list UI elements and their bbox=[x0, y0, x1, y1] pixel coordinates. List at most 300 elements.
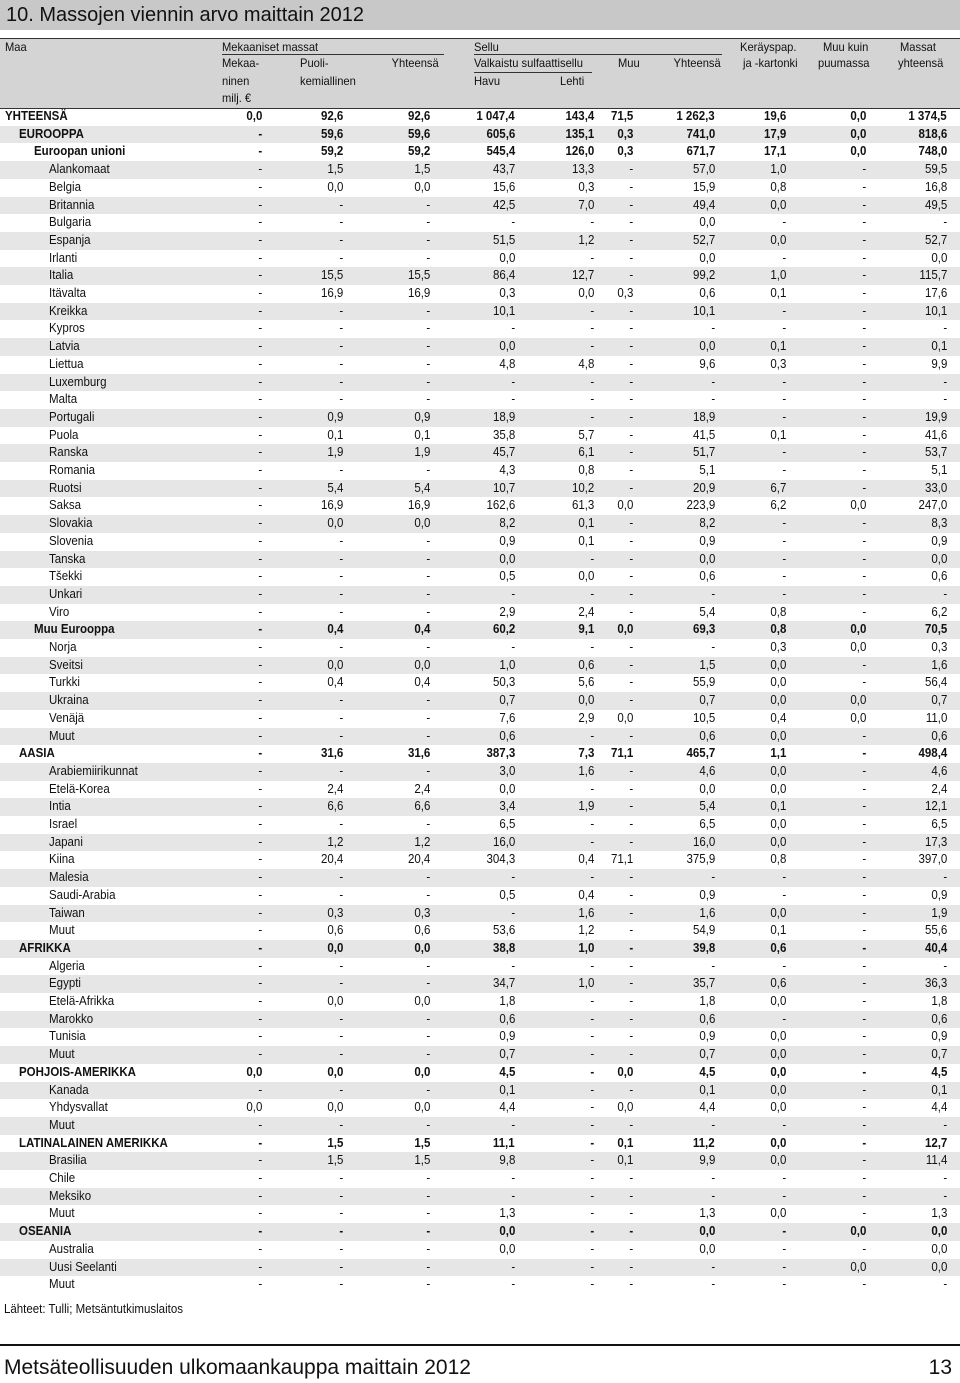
row-label: Liettua bbox=[49, 356, 84, 371]
cell-value: - bbox=[258, 1029, 262, 1044]
table-row bbox=[0, 480, 960, 498]
cell-value: 0,1 bbox=[499, 1082, 515, 1097]
cell-value: 7,6 bbox=[499, 710, 515, 725]
cell-value: 0,1 bbox=[770, 339, 786, 354]
row-label: Etelä-Afrikka bbox=[49, 994, 115, 1008]
table-row bbox=[0, 551, 960, 569]
cell-value: - bbox=[258, 498, 262, 513]
row-label: Belgia bbox=[49, 179, 81, 194]
table-row bbox=[0, 1188, 960, 1206]
cell-value: - bbox=[339, 1206, 343, 1221]
table-row bbox=[0, 710, 960, 728]
cell-value: 1 374,5 bbox=[908, 109, 947, 123]
cell-value: - bbox=[426, 1011, 430, 1026]
cell-value: 0,4 bbox=[578, 887, 594, 902]
cell-value: - bbox=[782, 551, 786, 566]
cell-value: 0,0 bbox=[617, 710, 633, 725]
cell-value: 223,9 bbox=[686, 498, 715, 513]
row-label: Irlanti bbox=[49, 250, 78, 265]
row-label: Etelä-Korea bbox=[49, 781, 110, 796]
cell-value: - bbox=[629, 693, 633, 708]
cell-value: - bbox=[258, 463, 262, 477]
cell-value: 0,6 bbox=[699, 1011, 715, 1026]
cell-value: 375,9 bbox=[686, 852, 715, 867]
cell-value: - bbox=[943, 870, 947, 885]
header-muu-kuin-2: puumassa bbox=[818, 56, 870, 70]
cell-value: - bbox=[629, 1241, 633, 1256]
cell-value: - bbox=[862, 339, 866, 354]
cell-value: - bbox=[426, 710, 430, 725]
header-rule-sellu bbox=[474, 54, 722, 55]
cell-value: 498,4 bbox=[918, 746, 947, 761]
cell-value: - bbox=[862, 1277, 866, 1292]
cell-value: - bbox=[339, 870, 343, 885]
table-row bbox=[0, 639, 960, 657]
cell-value: - bbox=[711, 392, 715, 407]
table-row bbox=[0, 303, 960, 321]
cell-value: 0,0 bbox=[850, 498, 866, 513]
footer-rule bbox=[0, 1344, 960, 1346]
cell-value: - bbox=[511, 586, 515, 601]
cell-value: - bbox=[258, 569, 262, 584]
cell-value: 465,7 bbox=[686, 746, 715, 761]
cell-value: 0,9 bbox=[699, 1029, 715, 1044]
cell-value: 0,6 bbox=[499, 728, 515, 743]
cell-value: 0,7 bbox=[931, 693, 947, 708]
cell-value: - bbox=[426, 1188, 430, 1203]
cell-value: - bbox=[782, 586, 786, 601]
cell-value: - bbox=[862, 1135, 866, 1150]
cell-value: 0,0 bbox=[414, 1100, 430, 1115]
table-row bbox=[0, 197, 960, 215]
cell-value: - bbox=[782, 870, 786, 885]
cell-value: - bbox=[426, 1259, 430, 1274]
row-label: Muut bbox=[49, 923, 75, 938]
cell-value: 5,6 bbox=[578, 675, 594, 690]
cell-value: 71,1 bbox=[610, 852, 633, 867]
cell-value: - bbox=[782, 1171, 786, 1185]
cell-value: - bbox=[862, 657, 866, 672]
cell-value: - bbox=[862, 781, 866, 796]
row-label: Luxemburg bbox=[49, 374, 107, 389]
cell-value: 0,1 bbox=[327, 427, 343, 442]
cell-value: - bbox=[862, 445, 866, 460]
cell-value: 40,4 bbox=[924, 940, 947, 955]
cell-value: 0,0 bbox=[770, 1029, 786, 1044]
cell-value: - bbox=[862, 870, 866, 885]
cell-value: 0,6 bbox=[699, 728, 715, 743]
cell-value: - bbox=[339, 1259, 343, 1274]
table-row bbox=[0, 214, 960, 232]
cell-value: 8,2 bbox=[699, 516, 715, 531]
source-note: Lähteet: Tulli; Metsäntutkimuslaitos bbox=[4, 1302, 183, 1316]
table-row bbox=[0, 427, 960, 445]
cell-value: 0,6 bbox=[327, 923, 343, 938]
cell-value: - bbox=[511, 374, 515, 389]
cell-value: 0,9 bbox=[327, 409, 343, 424]
cell-value: - bbox=[511, 640, 515, 654]
table-row bbox=[0, 391, 960, 409]
cell-value: - bbox=[590, 586, 594, 601]
cell-value: - bbox=[339, 551, 343, 566]
cell-value: 0,0 bbox=[578, 569, 594, 584]
cell-value: - bbox=[511, 215, 515, 230]
cell-value: - bbox=[339, 1029, 343, 1044]
cell-value: - bbox=[590, 994, 594, 1008]
cell-value: - bbox=[258, 781, 262, 796]
cell-value: 0,8 bbox=[770, 852, 786, 867]
cell-value: - bbox=[590, 834, 594, 849]
cell-value: - bbox=[862, 392, 866, 407]
header-valkaistu: Valkaistu sulfaattisellu bbox=[474, 56, 583, 70]
cell-value: 0,0 bbox=[699, 1224, 715, 1239]
header-sellu: Sellu bbox=[474, 40, 499, 54]
table-row bbox=[0, 816, 960, 834]
cell-value: 0,9 bbox=[699, 887, 715, 902]
row-label: Egypti bbox=[49, 976, 81, 991]
cell-value: - bbox=[782, 533, 786, 548]
cell-value: - bbox=[258, 250, 262, 265]
cell-value: - bbox=[339, 958, 343, 973]
cell-value: 56,4 bbox=[924, 675, 947, 690]
cell-value: - bbox=[426, 250, 430, 265]
cell-value: - bbox=[711, 1259, 715, 1274]
cell-value: - bbox=[629, 392, 633, 407]
cell-value: 36,3 bbox=[924, 976, 947, 991]
cell-value: 11,1 bbox=[493, 1135, 515, 1150]
row-label: AASIA bbox=[19, 746, 55, 761]
cell-value: 0,0 bbox=[770, 763, 786, 778]
cell-value: - bbox=[862, 1241, 866, 1256]
cell-value: - bbox=[629, 640, 633, 654]
cell-value: - bbox=[862, 303, 866, 318]
table-row bbox=[0, 409, 960, 427]
header-kerayspap-1: Keräyspap. bbox=[740, 40, 797, 54]
row-label: Alankomaat bbox=[49, 162, 110, 177]
cell-value: - bbox=[258, 923, 262, 938]
cell-value: - bbox=[862, 1029, 866, 1044]
cell-value: 35,7 bbox=[692, 976, 715, 991]
cell-value: - bbox=[943, 1117, 947, 1132]
cell-value: 0,0 bbox=[770, 1047, 786, 1062]
cell-value: 247,0 bbox=[918, 498, 947, 513]
cell-value: 1 047,4 bbox=[476, 109, 515, 123]
cell-value: 61,3 bbox=[571, 498, 594, 513]
cell-value: 545,4 bbox=[486, 144, 515, 159]
cell-value: 0,0 bbox=[327, 657, 343, 672]
cell-value: 0,0 bbox=[770, 675, 786, 690]
cell-value: 1,5 bbox=[699, 657, 715, 672]
cell-value: - bbox=[862, 356, 866, 371]
cell-value: 0,3 bbox=[414, 905, 430, 920]
table-row bbox=[0, 1099, 960, 1117]
cell-value: - bbox=[339, 1047, 343, 1062]
cell-value: 51,5 bbox=[492, 232, 515, 247]
cell-value: - bbox=[339, 586, 343, 601]
row-label: Muu Eurooppa bbox=[34, 622, 115, 637]
cell-value: 0,0 bbox=[850, 693, 866, 708]
cell-value: 7,0 bbox=[578, 197, 594, 212]
row-label: Venäjä bbox=[49, 710, 85, 725]
cell-value: 5,1 bbox=[699, 463, 715, 477]
cell-value: 1 262,3 bbox=[676, 109, 715, 123]
cell-value: - bbox=[862, 586, 866, 601]
cell-value: - bbox=[862, 551, 866, 566]
cell-value: 0,3 bbox=[578, 179, 594, 194]
cell-value: - bbox=[862, 852, 866, 867]
cell-value: 126,0 bbox=[565, 144, 594, 159]
cell-value: - bbox=[629, 445, 633, 460]
header-havu: Havu bbox=[474, 74, 501, 88]
cell-value: - bbox=[862, 923, 866, 938]
cell-value: 10,2 bbox=[571, 480, 594, 495]
cell-value: - bbox=[258, 887, 262, 902]
row-label: Algeria bbox=[49, 958, 85, 973]
cell-value: - bbox=[629, 427, 633, 442]
cell-value: - bbox=[590, 870, 594, 885]
cell-value: 49,5 bbox=[924, 197, 947, 212]
cell-value: 1,9 bbox=[578, 799, 594, 814]
cell-value: - bbox=[629, 1206, 633, 1221]
cell-value: 15,5 bbox=[407, 268, 430, 283]
cell-value: - bbox=[862, 763, 866, 778]
table-row bbox=[0, 250, 960, 268]
cell-value: - bbox=[426, 569, 430, 584]
row-label: Australia bbox=[49, 1241, 94, 1256]
cell-value: - bbox=[629, 463, 633, 477]
cell-value: - bbox=[426, 463, 430, 477]
row-label: Taiwan bbox=[49, 905, 85, 920]
cell-value: - bbox=[629, 675, 633, 690]
cell-value: - bbox=[862, 1047, 866, 1062]
table-row bbox=[0, 692, 960, 710]
cell-value: - bbox=[629, 728, 633, 743]
cell-value: - bbox=[258, 640, 262, 654]
table-row bbox=[0, 533, 960, 551]
table-row bbox=[0, 356, 960, 374]
cell-value: 0,6 bbox=[931, 1011, 947, 1026]
cell-value: - bbox=[862, 162, 866, 177]
cell-value: - bbox=[862, 427, 866, 442]
cell-value: - bbox=[426, 551, 430, 566]
cell-value: - bbox=[943, 215, 947, 230]
cell-value: - bbox=[629, 374, 633, 389]
cell-value: - bbox=[426, 374, 430, 389]
cell-value: - bbox=[258, 516, 262, 531]
cell-value: - bbox=[339, 640, 343, 654]
table-row bbox=[0, 851, 960, 869]
cell-value: 52,7 bbox=[692, 232, 715, 247]
cell-value: 0,0 bbox=[499, 551, 515, 566]
cell-value: - bbox=[511, 870, 515, 885]
cell-value: - bbox=[426, 1029, 430, 1044]
cell-value: - bbox=[426, 870, 430, 885]
table-row bbox=[0, 1241, 960, 1259]
cell-value: 0,0 bbox=[770, 728, 786, 743]
cell-value: - bbox=[258, 870, 262, 885]
cell-value: 0,0 bbox=[414, 1064, 430, 1079]
cell-value: - bbox=[782, 374, 786, 389]
cell-value: 0,0 bbox=[770, 197, 786, 212]
header-mekaaninen-2: ninen bbox=[222, 74, 250, 88]
cell-value: - bbox=[862, 994, 866, 1008]
cell-value: - bbox=[258, 604, 262, 619]
cell-value: 0,7 bbox=[499, 693, 515, 708]
cell-value: 16,0 bbox=[492, 834, 515, 849]
cell-value: 42,5 bbox=[492, 197, 515, 212]
cell-value: 60,2 bbox=[492, 622, 515, 637]
cell-value: 19,9 bbox=[924, 409, 947, 424]
cell-value: 59,6 bbox=[407, 126, 430, 141]
table-row bbox=[0, 869, 960, 887]
cell-value: 0,6 bbox=[770, 976, 786, 991]
cell-value: 0,0 bbox=[770, 693, 786, 708]
cell-value: 99,2 bbox=[692, 268, 715, 283]
cell-value: - bbox=[258, 392, 262, 407]
table-row bbox=[0, 320, 960, 338]
cell-value: - bbox=[258, 1011, 262, 1026]
table-row bbox=[0, 1117, 960, 1135]
cell-value: - bbox=[511, 958, 515, 973]
cell-value: 0,9 bbox=[931, 887, 947, 902]
cell-value: 59,2 bbox=[407, 144, 430, 159]
cell-value: - bbox=[862, 516, 866, 531]
cell-value: 0,0 bbox=[617, 498, 633, 513]
row-label: POHJOIS-AMERIKKA bbox=[19, 1064, 136, 1079]
cell-value: - bbox=[258, 1117, 262, 1132]
cell-value: - bbox=[711, 321, 715, 336]
cell-value: - bbox=[339, 1011, 343, 1026]
cell-value: - bbox=[426, 303, 430, 318]
row-label: Bulgaria bbox=[49, 215, 92, 230]
cell-value: 1,6 bbox=[931, 657, 947, 672]
cell-value: - bbox=[258, 445, 262, 460]
cell-value: - bbox=[339, 710, 343, 725]
row-label: Japani bbox=[49, 834, 83, 849]
cell-value: 4,8 bbox=[578, 356, 594, 371]
cell-value: 0,4 bbox=[414, 622, 430, 637]
cell-value: - bbox=[258, 675, 262, 690]
cell-value: - bbox=[258, 1188, 262, 1203]
cell-value: - bbox=[782, 445, 786, 460]
cell-value: - bbox=[629, 250, 633, 265]
cell-value: 4,4 bbox=[699, 1100, 715, 1115]
cell-value: 0,0 bbox=[578, 693, 594, 708]
cell-value: 38,8 bbox=[492, 940, 515, 955]
cell-value: - bbox=[862, 1117, 866, 1132]
cell-value: 71,5 bbox=[610, 109, 633, 123]
row-label: Tanska bbox=[49, 551, 86, 566]
cell-value: 0,0 bbox=[699, 1241, 715, 1256]
cell-value: - bbox=[590, 728, 594, 743]
cell-value: 43,7 bbox=[492, 162, 515, 177]
header-puoli-2: kemiallinen bbox=[300, 74, 356, 88]
cell-value: 7,3 bbox=[578, 746, 594, 761]
cell-value: 748,0 bbox=[918, 144, 947, 159]
cell-value: 135,1 bbox=[565, 126, 594, 141]
cell-value: 0,0 bbox=[499, 250, 515, 265]
cell-value: - bbox=[629, 303, 633, 318]
table-row bbox=[0, 444, 960, 462]
row-label: Marokko bbox=[49, 1011, 94, 1026]
cell-value: 5,4 bbox=[327, 480, 343, 495]
cell-value: - bbox=[511, 905, 515, 920]
row-label: Muut bbox=[49, 1206, 75, 1221]
header-unit: milj. € bbox=[222, 91, 252, 105]
row-label: Saudi-Arabia bbox=[49, 887, 116, 902]
cell-value: - bbox=[258, 1135, 262, 1150]
cell-value: - bbox=[629, 533, 633, 548]
cell-value: 0,0 bbox=[770, 1100, 786, 1115]
cell-value: 0,0 bbox=[770, 994, 786, 1008]
table-row bbox=[0, 1170, 960, 1188]
cell-value: - bbox=[258, 586, 262, 601]
cell-value: 0,0 bbox=[499, 1241, 515, 1256]
cell-value: 69,3 bbox=[692, 622, 715, 637]
cell-value: 6,2 bbox=[931, 604, 947, 619]
cell-value: - bbox=[862, 1153, 866, 1168]
cell-value: - bbox=[782, 1188, 786, 1203]
cell-value: 0,3 bbox=[327, 905, 343, 920]
cell-value: - bbox=[258, 799, 262, 814]
cell-value: - bbox=[590, 392, 594, 407]
cell-value: - bbox=[590, 817, 594, 831]
cell-value: - bbox=[862, 409, 866, 424]
cell-value: - bbox=[258, 1171, 262, 1185]
cell-value: - bbox=[339, 1277, 343, 1292]
cell-value: - bbox=[862, 1064, 866, 1079]
cell-value: 2,4 bbox=[327, 781, 343, 796]
cell-value: 4,5 bbox=[699, 1064, 715, 1079]
table-row bbox=[0, 1205, 960, 1223]
table-row bbox=[0, 1046, 960, 1064]
cell-value: - bbox=[782, 463, 786, 477]
cell-value: 0,7 bbox=[499, 1047, 515, 1062]
cell-value: 6,5 bbox=[499, 817, 515, 831]
cell-value: - bbox=[629, 215, 633, 230]
cell-value: - bbox=[258, 303, 262, 318]
table-row bbox=[0, 993, 960, 1011]
cell-value: - bbox=[862, 480, 866, 495]
cell-value: - bbox=[258, 1047, 262, 1062]
cell-value: 1,5 bbox=[327, 162, 343, 177]
table-row bbox=[0, 1028, 960, 1046]
header-muu-kuin-1: Muu kuin bbox=[823, 40, 869, 54]
row-label: Italia bbox=[49, 268, 74, 283]
cell-value: 1,5 bbox=[327, 1135, 343, 1150]
table-row bbox=[0, 763, 960, 781]
table-row bbox=[0, 515, 960, 533]
cell-value: - bbox=[782, 1011, 786, 1026]
cell-value: 0,0 bbox=[327, 179, 343, 194]
cell-value: - bbox=[258, 852, 262, 867]
cell-value: - bbox=[426, 763, 430, 778]
cell-value: - bbox=[258, 409, 262, 424]
cell-value: 6,7 bbox=[770, 480, 786, 495]
cell-value: 0,6 bbox=[931, 728, 947, 743]
cell-value: 16,9 bbox=[407, 498, 430, 513]
cell-value: 1,2 bbox=[578, 232, 594, 247]
cell-value: - bbox=[339, 339, 343, 354]
cell-value: - bbox=[258, 817, 262, 831]
row-label: Kiina bbox=[49, 852, 75, 867]
cell-value: 0,1 bbox=[617, 1153, 633, 1168]
cell-value: - bbox=[782, 1241, 786, 1256]
table-row bbox=[0, 621, 960, 639]
cell-value: 55,9 bbox=[692, 675, 715, 690]
cell-value: - bbox=[258, 374, 262, 389]
cell-value: 16,9 bbox=[320, 498, 343, 513]
